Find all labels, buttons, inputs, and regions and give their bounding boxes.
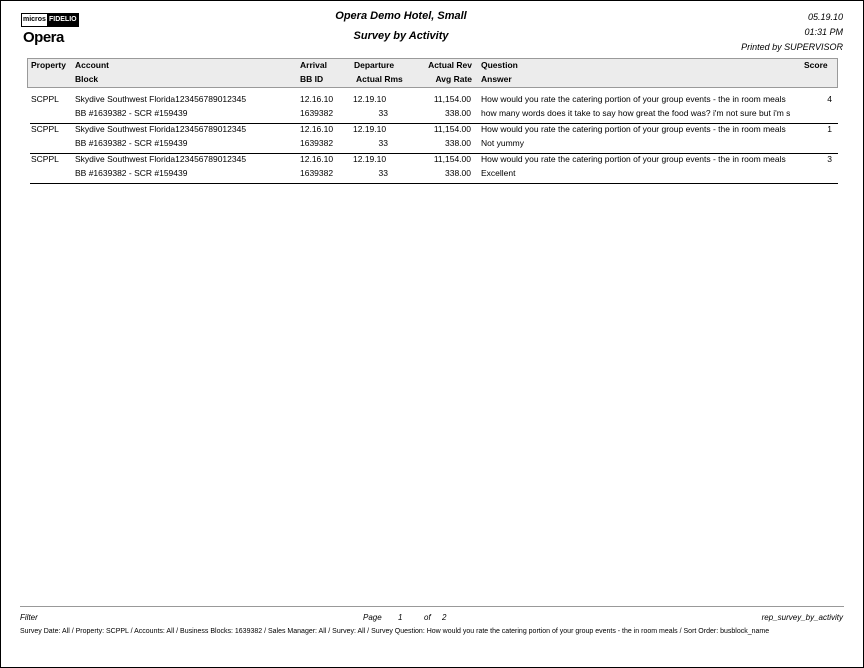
block-cell: BB #1639382 - SCR #159439 xyxy=(75,168,188,178)
col-block: Block xyxy=(75,74,99,84)
printed-by: Printed by SUPERVISOR xyxy=(741,42,843,52)
question-cell: How would you rate the catering portion of your group events - the in room meals xyxy=(481,94,786,104)
departure-cell: 12.19.10 xyxy=(353,94,387,104)
col-actual-rev: Actual Rev xyxy=(428,60,472,70)
property-cell: SCPPL xyxy=(31,94,59,104)
hotel-name: Opera Demo Hotel, Small xyxy=(335,10,467,22)
avg-rate-cell: 338.00 xyxy=(445,168,471,178)
footer-divider xyxy=(20,606,844,607)
col-account: Account xyxy=(75,60,109,70)
report-date: 05.19.10 xyxy=(807,12,843,22)
filter-criteria: Survey Date: All / Property: SCPPL / Accounts: All / Business Blocks: 1639382 / Sales Manager: All / Survey: All / Survey Question: How would you rate the catering portion of your group events - the in room meals / Sort Order: busblock_name xyxy=(20,628,770,635)
report-time: 01:31 PM xyxy=(804,27,843,37)
report-name: rep_survey_by_activity xyxy=(761,613,843,622)
arrival-cell: 12.16.10 xyxy=(300,124,334,134)
bb-id-cell: 1639382 xyxy=(300,168,334,178)
report-title: Survey by Activity xyxy=(353,30,449,42)
avg-rate-cell: 338.00 xyxy=(445,138,471,148)
question-cell: How would you rate the catering portion of your group events - the in room meals xyxy=(481,154,786,164)
col-property: Property xyxy=(31,60,66,70)
col-actual-rms: Actual Rms xyxy=(356,74,403,84)
col-departure: Departure xyxy=(354,60,395,70)
arrival-cell: 12.16.10 xyxy=(300,154,334,164)
col-question: Question xyxy=(481,60,518,70)
arrival-cell: 12.16.10 xyxy=(300,94,334,104)
col-avg-rate: Avg Rate xyxy=(435,74,472,84)
actual-rms-cell: 33 xyxy=(378,138,388,148)
page-total: 2 xyxy=(442,613,447,622)
actual-rev-cell: 11,154.00 xyxy=(433,94,471,104)
col-arrival: Arrival xyxy=(300,60,327,70)
property-cell: SCPPL xyxy=(31,154,59,164)
col-answer: Answer xyxy=(481,74,512,84)
block-cell: BB #1639382 - SCR #159439 xyxy=(75,108,188,118)
filter-label: Filter xyxy=(20,613,38,622)
column-header xyxy=(27,58,838,88)
departure-cell: 12.19.10 xyxy=(353,154,387,164)
answer-cell: Excellent xyxy=(481,168,516,178)
score-cell: 1 xyxy=(827,124,832,134)
question-cell: How would you rate the catering portion of your group events - the in room meals xyxy=(481,124,786,134)
answer-cell: how many words does it take to say how great the food was? i'm not sure but i'm s xyxy=(481,108,791,118)
opera-logo-text: Opera xyxy=(23,29,64,46)
col-bb-id: BB ID xyxy=(300,74,324,84)
account-cell: Skydive Southwest Florida123456789012345 xyxy=(75,94,247,104)
account-cell: Skydive Southwest Florida123456789012345 xyxy=(75,154,247,164)
of-label: of xyxy=(424,613,431,622)
avg-rate-cell: 338.00 xyxy=(445,108,471,118)
score-cell: 4 xyxy=(827,94,832,104)
property-cell: SCPPL xyxy=(31,124,59,134)
account-cell: Skydive Southwest Florida123456789012345 xyxy=(75,124,247,134)
logo-fidelio-text: FIDELIO xyxy=(47,14,79,26)
col-score: Score xyxy=(804,60,828,70)
page-number: 1 xyxy=(398,613,403,622)
bb-id-cell: 1639382 xyxy=(300,138,334,148)
block-cell: BB #1639382 - SCR #159439 xyxy=(75,138,188,148)
answer-cell: Not yummy xyxy=(481,138,524,148)
departure-cell: 12.19.10 xyxy=(353,124,387,134)
actual-rev-cell: 11,154.00 xyxy=(433,154,471,164)
bb-id-cell: 1639382 xyxy=(300,108,334,118)
logo-micros-text: micros xyxy=(22,14,47,26)
score-cell: 3 xyxy=(827,154,832,164)
page-label: Page xyxy=(363,613,382,622)
actual-rev-cell: 11,154.00 xyxy=(433,124,471,134)
actual-rms-cell: 33 xyxy=(378,168,388,178)
actual-rms-cell: 33 xyxy=(378,108,388,118)
row-divider xyxy=(30,183,838,184)
